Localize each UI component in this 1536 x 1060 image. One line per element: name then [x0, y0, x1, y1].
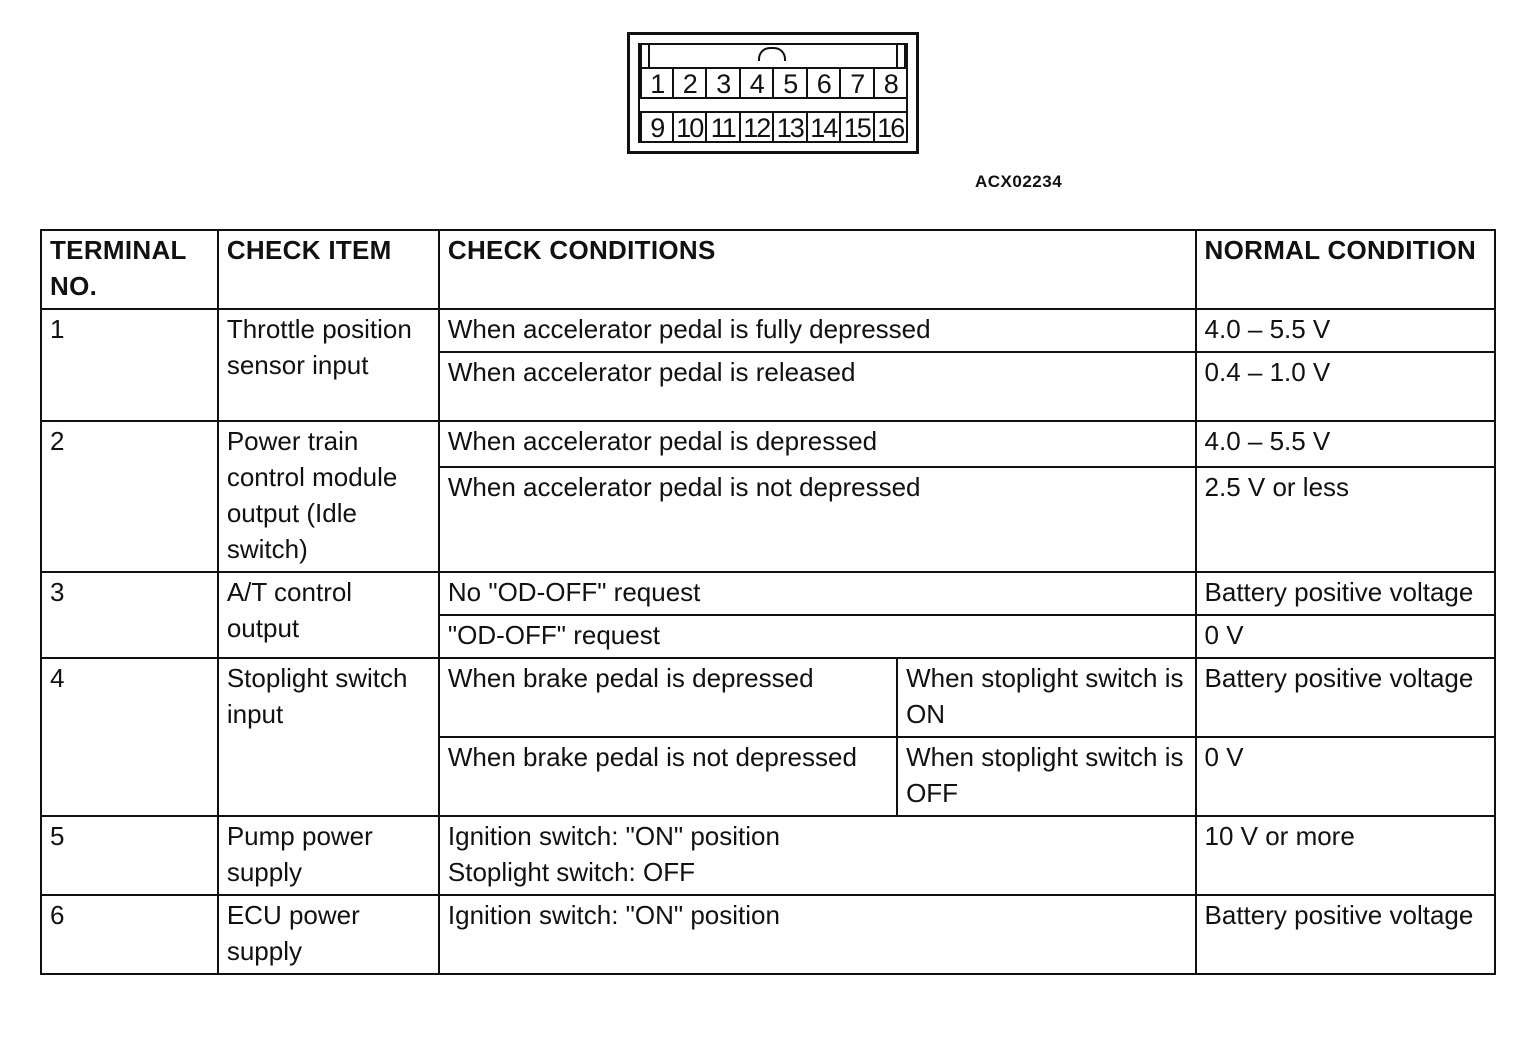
- check-condition: When accelerator pedal is fully depressed: [439, 309, 1196, 352]
- connector-pin: 12: [741, 111, 775, 143]
- check-item: Pump power supply: [218, 816, 439, 895]
- connector-pin: 16: [875, 111, 909, 143]
- terminal-number: 5: [41, 816, 218, 895]
- header-normal-condition: NORMAL CONDITION: [1196, 230, 1495, 309]
- table-row: [41, 658, 1495, 737]
- normal-condition: Battery positive voltage: [1196, 895, 1495, 974]
- table-row: [41, 572, 1495, 615]
- check-sub-condition: When stoplight switch is ON: [897, 658, 1195, 737]
- normal-condition: 0 V: [1196, 615, 1495, 658]
- check-condition: When accelerator pedal is not depressed: [439, 467, 1196, 572]
- connector-pin: 9: [640, 111, 674, 143]
- terminal-number: 2: [41, 421, 218, 572]
- check-condition: [439, 816, 1196, 895]
- normal-condition: 4.0 – 5.5 V: [1196, 309, 1495, 352]
- header-check-item: CHECK ITEM: [218, 230, 439, 309]
- check-condition: When brake pedal is not depressed: [439, 737, 897, 816]
- table-row: [41, 895, 1495, 974]
- figure-code: ACX02234: [975, 172, 1063, 191]
- check-condition-line: Ignition switch: "ON" position: [447, 821, 780, 851]
- connector-pin: 14: [808, 111, 842, 143]
- check-item: Stoplight switch input: [218, 658, 439, 816]
- normal-condition: 0.4 – 1.0 V: [1196, 352, 1495, 421]
- normal-condition: 10 V or more: [1196, 816, 1495, 895]
- connector-pin: 11: [707, 111, 741, 143]
- table-row: [41, 309, 1495, 352]
- connector-pin: 8: [875, 67, 909, 99]
- normal-condition: 4.0 – 5.5 V: [1196, 421, 1495, 467]
- check-condition: When brake pedal is depressed: [439, 658, 897, 737]
- normal-condition: Battery positive voltage: [1196, 572, 1495, 615]
- check-item: ECU power supply: [218, 895, 439, 974]
- check-item: Throttle position sensor input: [218, 309, 439, 421]
- connector-latch-left: [640, 43, 650, 67]
- terminal-number: 1: [41, 309, 218, 421]
- normal-condition: 0 V: [1196, 737, 1495, 816]
- table-row: [41, 816, 1495, 895]
- check-condition: No "OD-OFF" request: [439, 572, 1196, 615]
- connector-pin: 3: [707, 67, 741, 99]
- check-item: A/T control output: [218, 572, 439, 658]
- connector-diagram: [627, 32, 919, 154]
- connector-pin: 5: [774, 67, 808, 99]
- connector-top-row: [640, 67, 908, 99]
- connector-pin: 6: [808, 67, 842, 99]
- connector-key-notch: [758, 47, 786, 61]
- connector-bottom-row: [640, 111, 908, 143]
- connector-pin: 7: [841, 67, 875, 99]
- connector-pin: 13: [774, 111, 808, 143]
- terminal-number: 3: [41, 572, 218, 658]
- connector-pin: 10: [674, 111, 708, 143]
- header-terminal-no: TERMINAL NO.: [41, 230, 218, 309]
- connector-pin: 4: [741, 67, 775, 99]
- terminal-number: 6: [41, 895, 218, 974]
- check-item: Power train control module output (Idle switch): [218, 421, 439, 572]
- terminal-number: 4: [41, 658, 218, 816]
- connector-pin: 1: [640, 67, 674, 99]
- check-sub-condition: When stoplight switch is OFF: [897, 737, 1195, 816]
- connector-pin: 15: [841, 111, 875, 143]
- check-condition-line: Stoplight switch: OFF: [447, 857, 695, 887]
- normal-condition: Battery positive voltage: [1196, 658, 1495, 737]
- check-condition: "OD-OFF" request: [439, 615, 1196, 658]
- normal-condition: 2.5 V or less: [1196, 467, 1495, 572]
- table-header-row: [41, 230, 1495, 309]
- header-check-conditions: CHECK CONDITIONS: [439, 230, 1196, 309]
- table-row: [41, 421, 1495, 467]
- check-condition: Ignition switch: "ON" position: [439, 895, 1196, 974]
- connector-latch-right: [896, 43, 906, 67]
- terminal-check-table: [40, 229, 1496, 975]
- check-condition: When accelerator pedal is depressed: [439, 421, 1196, 467]
- check-condition: When accelerator pedal is released: [439, 352, 1196, 421]
- connector-pin: 2: [674, 67, 708, 99]
